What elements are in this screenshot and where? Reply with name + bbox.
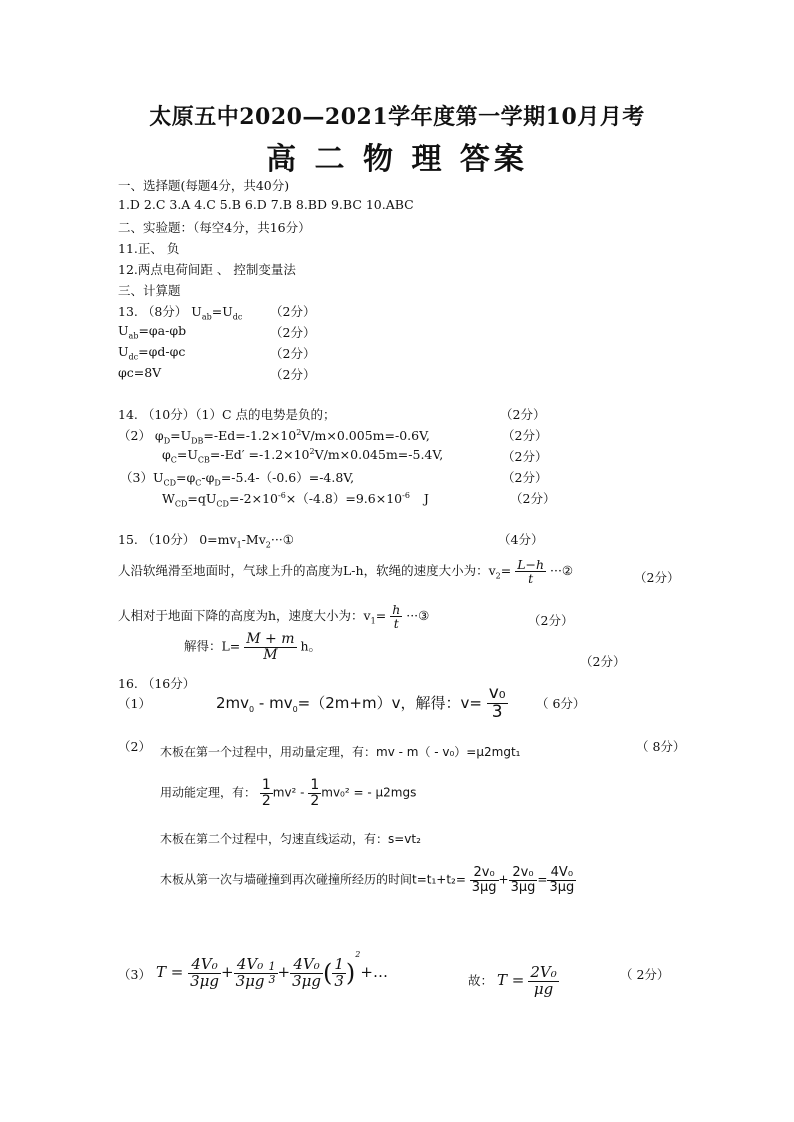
- q14-line1-points: （2分）: [500, 407, 546, 422]
- fraction-2v0-over-3ug-a: $\frac{\text{2v₀}}{3\mu g}$: [471, 865, 497, 895]
- fraction-one-third-b: $\frac{1}{3}$: [334, 954, 344, 990]
- q12-answer: 12.两点电荷间距 、 控制变量法: [118, 262, 296, 277]
- q16-part2-line4: 木板从第一次与墙碰撞到再次碰撞所经历的时间t=t₁+t₂= $\frac{\text{2v₀}}{3\mu g}$ + $\frac{\text{2v₀}}{3\mu g}$ = $\frac{\text{4V₀}}{3\mu g}$: [160, 865, 575, 895]
- section3-heading: 三、计算题: [118, 283, 181, 298]
- q14-line1: 14. （10分）（1）C 点的电势是负的；: [118, 407, 336, 422]
- q11-answer: 11.正、 负: [118, 241, 180, 256]
- q14-line3-points: （2分）: [502, 449, 548, 464]
- q16-part3-points: （ 2分）: [620, 967, 670, 982]
- fraction-l-minus-h-over-t: $\frac{L-h}{t}$: [517, 557, 545, 587]
- q16-part2-line3: 木板在第二个过程中，匀速直线运动，有：s=vt₂: [160, 832, 421, 846]
- fraction-m-plus-m-over-m: $\frac{M + m}{M}$: [246, 631, 295, 663]
- q16-part2-label: （2）: [118, 739, 151, 754]
- q15-line1: 15. （10分） $0=mv_1-Mv_2\cdot\cdot\cdot ①$: [118, 532, 294, 550]
- fraction-one-half-b: $\frac{1}{2}$: [310, 777, 320, 809]
- fraction-v0-over-3: $\frac{\text{v₀}}{3}$: [488, 683, 506, 722]
- q13-line3: $U_{dc}=\varphi d-\varphi c$: [118, 344, 186, 362]
- q13-line1: 13. （8分） $U_{ab}=U_{dc}$: [118, 304, 243, 322]
- document-subtitle: 高 二 物 理 答案: [266, 142, 528, 177]
- q16-part2-line2: 用动能定理，有： $\frac{1}{2}$ mv² - $\frac{1}{2}$ mv₀² = - μ2mgs: [160, 777, 417, 809]
- q14-line5-points: （2分）: [510, 491, 556, 506]
- q16-part3-label: （3）: [118, 967, 151, 982]
- q16-part2-line1: 木板在第一个过程中，用动量定理，有：mv - m（ - v₀）=μ2mgt₁: [160, 745, 521, 759]
- q15-line3: 人相对于地面下降的高度为h，速度大小为：$v_1=$ $\frac{h}{t}$ ···③: [118, 602, 430, 632]
- q14-line2: （2） $\varphi_D=U_{DB}=-Ed=-1.2\times 10^2V/m\times 0.005m=-0.6V$,: [118, 427, 430, 446]
- fraction-4v0-over-3ug-1: $\frac{\text{4V₀}}{3\mu g}$: [190, 954, 220, 990]
- q14-line5: $W_{CD}=qU_{CD}=-2\times 10^{-6}\times(-4.8)=9.6\times 10^{-6}$ J: [162, 490, 429, 509]
- q13-line1-points: （2分）: [270, 304, 316, 319]
- q16-part3-series: T = $\frac{\text{4V₀}}{3\mu g}$ + $\frac{\text{4V₀}}{3\mu g}$ $\frac{1}{3}$ + $\frac{\text{4V₀}}{3\mu g}$ ( $\frac{1}{3}$ )$^2$+…: [156, 950, 388, 990]
- fraction-h-over-t: $\frac{h}{t}$: [392, 602, 401, 632]
- q16-part2-points: （ 8分）: [636, 739, 686, 754]
- section2-heading: 二、实验题：（每空4分，共16分）: [118, 220, 311, 235]
- q16-part3-result: 故： T = $\frac{\text{2V₀}}{\mu g}$: [468, 963, 557, 998]
- fraction-one-third-a: $\frac{1}{3}$: [268, 959, 276, 986]
- q15-line2-points: （2分）: [634, 570, 680, 585]
- q15-line2: 人沿软绳滑至地面时，气球上升的高度为L-h，软绳的速度大小为：$v_2=$ $\frac{L-h}{t}$ ···②: [118, 557, 574, 587]
- q13-line2-points: （2分）: [270, 325, 316, 340]
- q14-line2-points: （2分）: [502, 428, 548, 443]
- q16-part1-points: （ 6分）: [536, 696, 586, 711]
- section1-heading: 一、选择题(每题4分，共40分): [118, 178, 290, 193]
- q13-line2: $U_{ab}=\varphi a-\varphi b$: [118, 323, 187, 341]
- fraction-4v0-over-3ug: $\frac{\text{4V₀}}{3\mu g}$: [549, 865, 575, 895]
- fraction-2v0-over-3ug-b: $\frac{\text{2v₀}}{3\mu g}$: [510, 865, 536, 895]
- q16-part1-label: （1）: [118, 696, 151, 711]
- fraction-one-half-a: $\frac{1}{2}$: [261, 777, 271, 809]
- document-title: 太原五中2020—2021学年度第一学期10月月考: [149, 104, 645, 130]
- q16-heading: 16. （16分）: [118, 676, 196, 691]
- q14-line4-points: （2分）: [502, 470, 548, 485]
- fraction-2v0-over-ug: $\frac{\text{2V₀}}{\mu g}$: [530, 963, 557, 998]
- q15-line4-points: （2分）: [580, 654, 626, 669]
- q16-part1-equation: $2mv_0 - mv_0=(2m+m)v$，解得：v= $\frac{\text{v₀}}{3}$: [216, 683, 506, 722]
- q13-line4: φc=8V: [118, 365, 162, 380]
- q13-line4-points: （2分）: [270, 367, 316, 382]
- q15-line1-points: （4分）: [498, 532, 544, 547]
- q15-line4: 解得：L= $\frac{M + m}{M}$ h。: [184, 631, 322, 663]
- fraction-4v0-over-3ug-3: $\frac{\text{4V₀}}{3\mu g}$: [292, 954, 321, 990]
- q13-line3-points: （2分）: [270, 346, 316, 361]
- q14-line3: $\varphi_C=U_{CB}=-Ed' =-1.2\times 10^2V/m\times 0.045m=-5.4V$,: [162, 447, 444, 465]
- q14-line4: $(3)U_{CD}=\varphi_C-\varphi_D=-5.4-(-0.6)=-4.8V$,: [120, 470, 355, 488]
- section1-answers: 1.D 2.C 3.A 4.C 5.B 6.D 7.B 8.BD 9.BC 10.ABC: [118, 197, 414, 212]
- fraction-4v0-over-3ug-2: $\frac{\text{4V₀}}{3\mu g}$: [235, 954, 265, 990]
- q15-line3-points: （2分）: [528, 613, 574, 628]
